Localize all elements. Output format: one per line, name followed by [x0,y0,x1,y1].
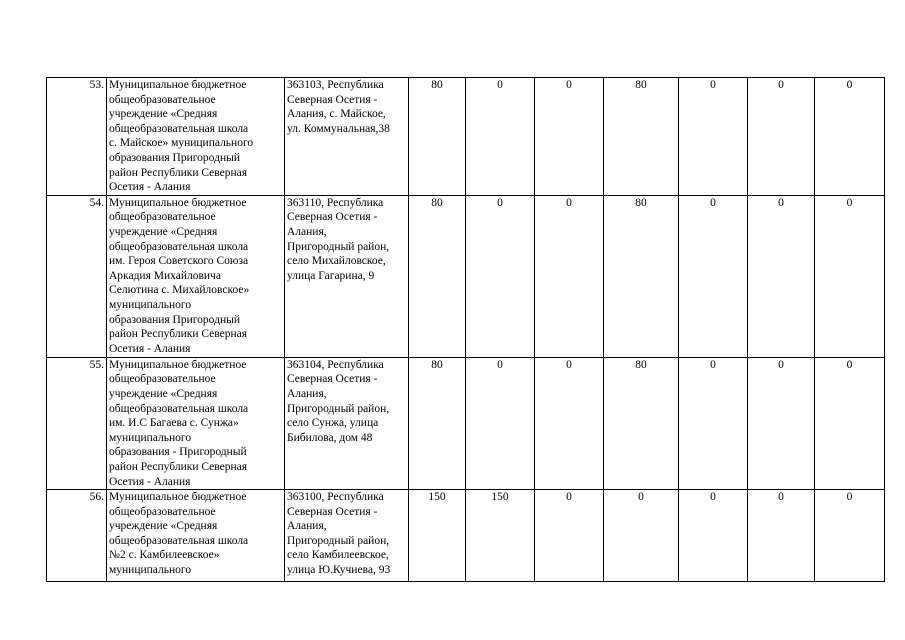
value-cell: 0 [815,78,885,196]
value-cell: 0 [679,490,748,582]
school-address: 363104, Республика Северная Осетия - Алания, Пригородный район, село Сунжа, улица Бибилова, дом 48 [285,357,409,489]
value-cell: 0 [679,357,748,489]
value-cell: 150 [409,490,466,582]
row-number: 56. [47,490,107,582]
value-cell: 80 [604,78,679,196]
value-cell: 80 [604,357,679,489]
school-name: Муниципальное бюджетное общеобразовательное учреждение «Средняя общеобразовательная школа с. Майское» муниципального образования Пригородный район Республики Северная Осетия - Алания [107,78,285,196]
value-cell: 80 [409,78,466,196]
value-cell: 0 [815,357,885,489]
row-number: 54. [47,195,107,357]
table-row [47,78,885,196]
school-address: 363103, Республика Северная Осетия - Алания, с. Майское, ул. Коммунальная,38 [285,78,409,196]
value-cell: 0 [748,357,815,489]
school-name: Муниципальное бюджетное общеобразовательное учреждение «Средняя общеобразовательная школа им. И.С Багаева с. Сунжа» муниципального образования - Пригородный район Республики Северная Осетия - Алания [107,357,285,489]
value-cell: 0 [748,490,815,582]
value-cell: 80 [604,195,679,357]
value-cell: 0 [748,78,815,196]
value-cell: 0 [535,490,604,582]
value-cell: 0 [466,357,535,489]
school-name: Муниципальное бюджетное общеобразовательное учреждение «Средняя общеобразовательная школа №2 с. Камбилеевское» муниципального [107,490,285,582]
value-cell: 150 [466,490,535,582]
school-name: Муниципальное бюджетное общеобразовательное учреждение «Средняя общеобразовательная школа им. Героя Советского Союза Аркадия Михайловича Селютина с. Михайловское» муниципального образования Пригородный район Республики Северная Осетия - Алания [107,195,285,357]
value-cell: 0 [679,195,748,357]
value-cell: 0 [466,78,535,196]
table-row [47,490,885,582]
value-cell: 0 [604,490,679,582]
table-row [47,357,885,489]
value-cell: 0 [535,357,604,489]
school-address: 363110, Республика Северная Осетия - Алания, Пригородный район, село Михайловское, улица Гагарина, 9 [285,195,409,357]
value-cell: 0 [535,78,604,196]
value-cell: 80 [409,195,466,357]
value-cell: 0 [466,195,535,357]
value-cell: 80 [409,357,466,489]
schools-table [46,77,885,582]
school-address: 363100, Республика Северная Осетия - Алания, Пригородный район, село Камбилеевское, улица Ю.Кучиева, 93 [285,490,409,582]
value-cell: 0 [535,195,604,357]
value-cell: 0 [679,78,748,196]
table-row [47,195,885,357]
row-number: 55. [47,357,107,489]
value-cell: 0 [748,195,815,357]
value-cell: 0 [815,490,885,582]
row-number: 53. [47,78,107,196]
value-cell: 0 [815,195,885,357]
